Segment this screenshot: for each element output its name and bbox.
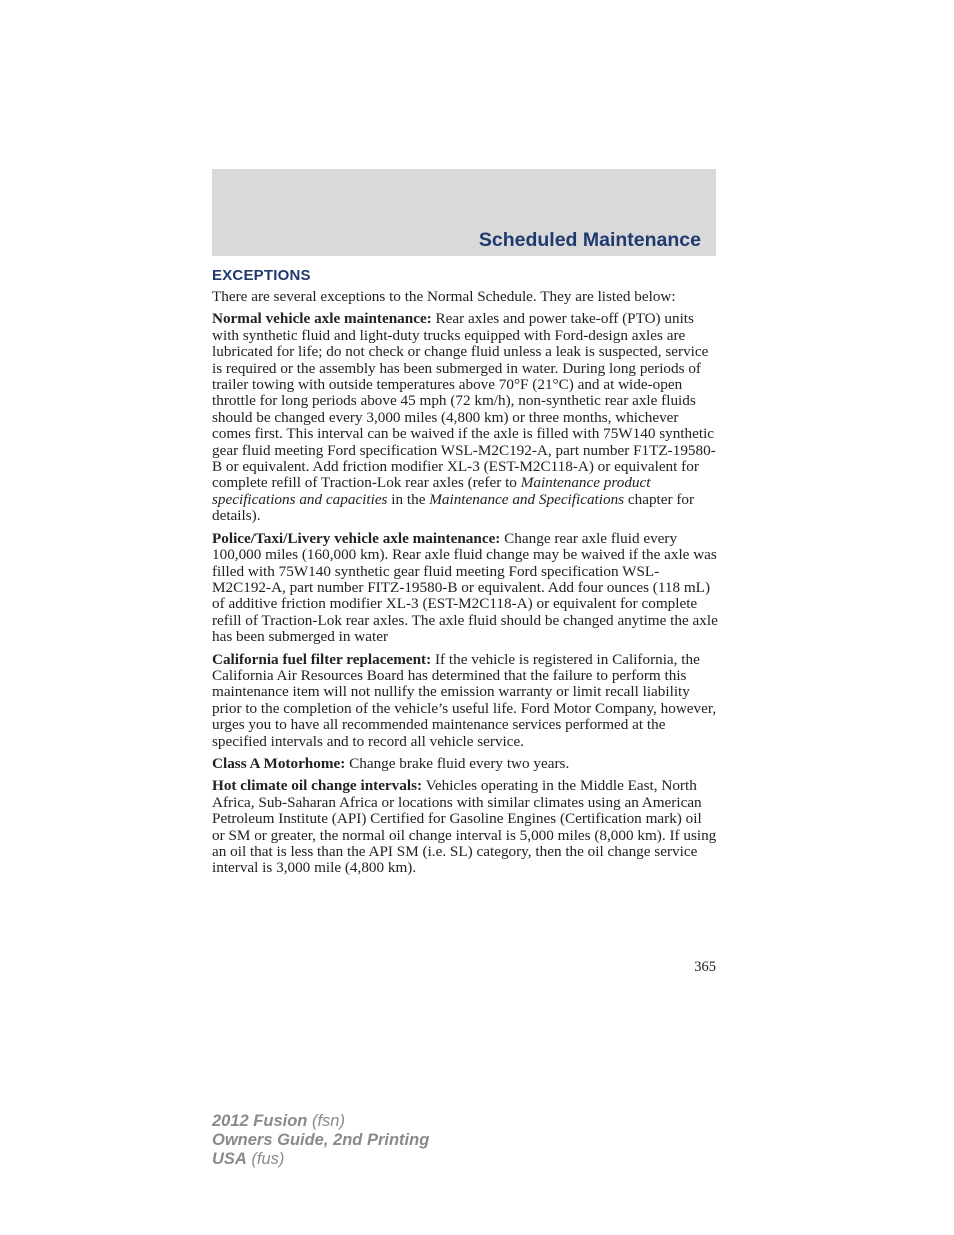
paragraph-motorhome <box>212 756 718 772</box>
paragraph-police-axle <box>212 531 718 646</box>
section-heading: EXCEPTIONS <box>212 267 311 284</box>
page-number: 365 <box>694 959 716 975</box>
footer-line <box>212 1112 429 1131</box>
paragraph-california-fuel-filter <box>212 652 718 750</box>
cross-reference: Maintenance product specifications and capacities <box>212 474 651 508</box>
cross-reference: Maintenance and Specifications <box>429 490 625 508</box>
paragraph-text: chapter for details). <box>212 490 695 525</box>
document-footer <box>212 1112 429 1169</box>
paragraph-text: in the <box>387 490 430 508</box>
paragraph-text: If the vehicle is registered in California, the California Air Resources Board has determined that the failure to perform this maintenance item will not nullify the emission warranty or limit recall liability prior to the completion of the vehicle’s useful life. Ford Motor Company, however, urges you to have all recommended maintenance services performed at the specified intervals and to record all vehicle service. <box>212 650 717 750</box>
paragraph-text: Change brake fluid every two years. <box>345 754 570 772</box>
paragraph-text: Rear axles and power take-off (PTO) units with synthetic fluid and light-duty trucks equipped with Ford-design axles are lubricated for life; do not check or change fluid unless a leak is suspected, service is required or the assembly has been submerged in water. During long periods of trailer towing with outside temperatures above 70°F (21°C) and at wide-open throttle for long periods above 45 mph (72 km/h), non-synthetic rear axle fluids should be changed every 3,000 miles (4,800 km) or three months, whichever comes first. This interval can be waived if the axle is filled with 75W140 synthetic gear fluid meeting Ford specification WSL-M2C192-A, part number F1TZ-19580-B or equivalent. Add friction modifier XL-3 (EST-M2C118-A) or equivalent for complete refill of Traction-Lok rear axles (refer to <box>212 310 716 492</box>
footer-market: USA <box>212 1150 247 1168</box>
paragraph-label: Normal vehicle axle maintenance: <box>212 310 432 328</box>
paragraph-text: Change rear axle fluid every 100,000 miles (160,000 km). Rear axle fluid change may be waived if the axle was filled with 75W140 synthetic gear fluid meeting Ford specification WSL-M2C192-A, part number FITZ-19580-B or equivalent. Add four ounces (118 mL) of additive friction modifier XL-3 (EST-M2C118-A) or equivalent for complete refill of Traction-Lok rear axles. The axle fluid should be changed anytime the axle has been submerged in water <box>212 529 718 646</box>
intro-paragraph: There are several exceptions to the Normal Schedule. They are listed below: <box>212 288 676 305</box>
footer-guide: Owners Guide, 2nd Printing <box>212 1131 430 1149</box>
footer-line <box>212 1131 429 1150</box>
footer-market-code: (fus) <box>246 1150 285 1168</box>
paragraph-label: California fuel filter replacement: <box>212 650 432 668</box>
paragraph-hot-climate-oil <box>212 778 718 876</box>
footer-model-code: (fsn) <box>307 1112 345 1130</box>
footer-model: 2012 Fusion <box>212 1112 308 1130</box>
section-header-band <box>212 169 716 256</box>
footer-line <box>212 1150 429 1169</box>
paragraph-label: Class A Motorhome: <box>212 754 346 772</box>
paragraph-text: Vehicles operating in the Middle East, North Africa, Sub-Saharan Africa or locations with similar climates using an American Petroleum Institute (API) Certified for Gasoline Engines (Certification mark) oil or SM or greater, the normal oil change interval is 5,000 miles (8,000 km). If using an oil that is less than the API SM (i.e. SL) category, then the oil change service interval is 3,000 mile (4,800 km). <box>212 777 717 877</box>
page-title: Scheduled Maintenance <box>478 229 701 251</box>
paragraph-axle-maintenance <box>212 311 718 524</box>
paragraph-label: Hot climate oil change intervals: <box>212 777 423 795</box>
paragraph-label: Police/Taxi/Livery vehicle axle maintenance: <box>212 529 501 547</box>
body-text <box>212 289 718 883</box>
